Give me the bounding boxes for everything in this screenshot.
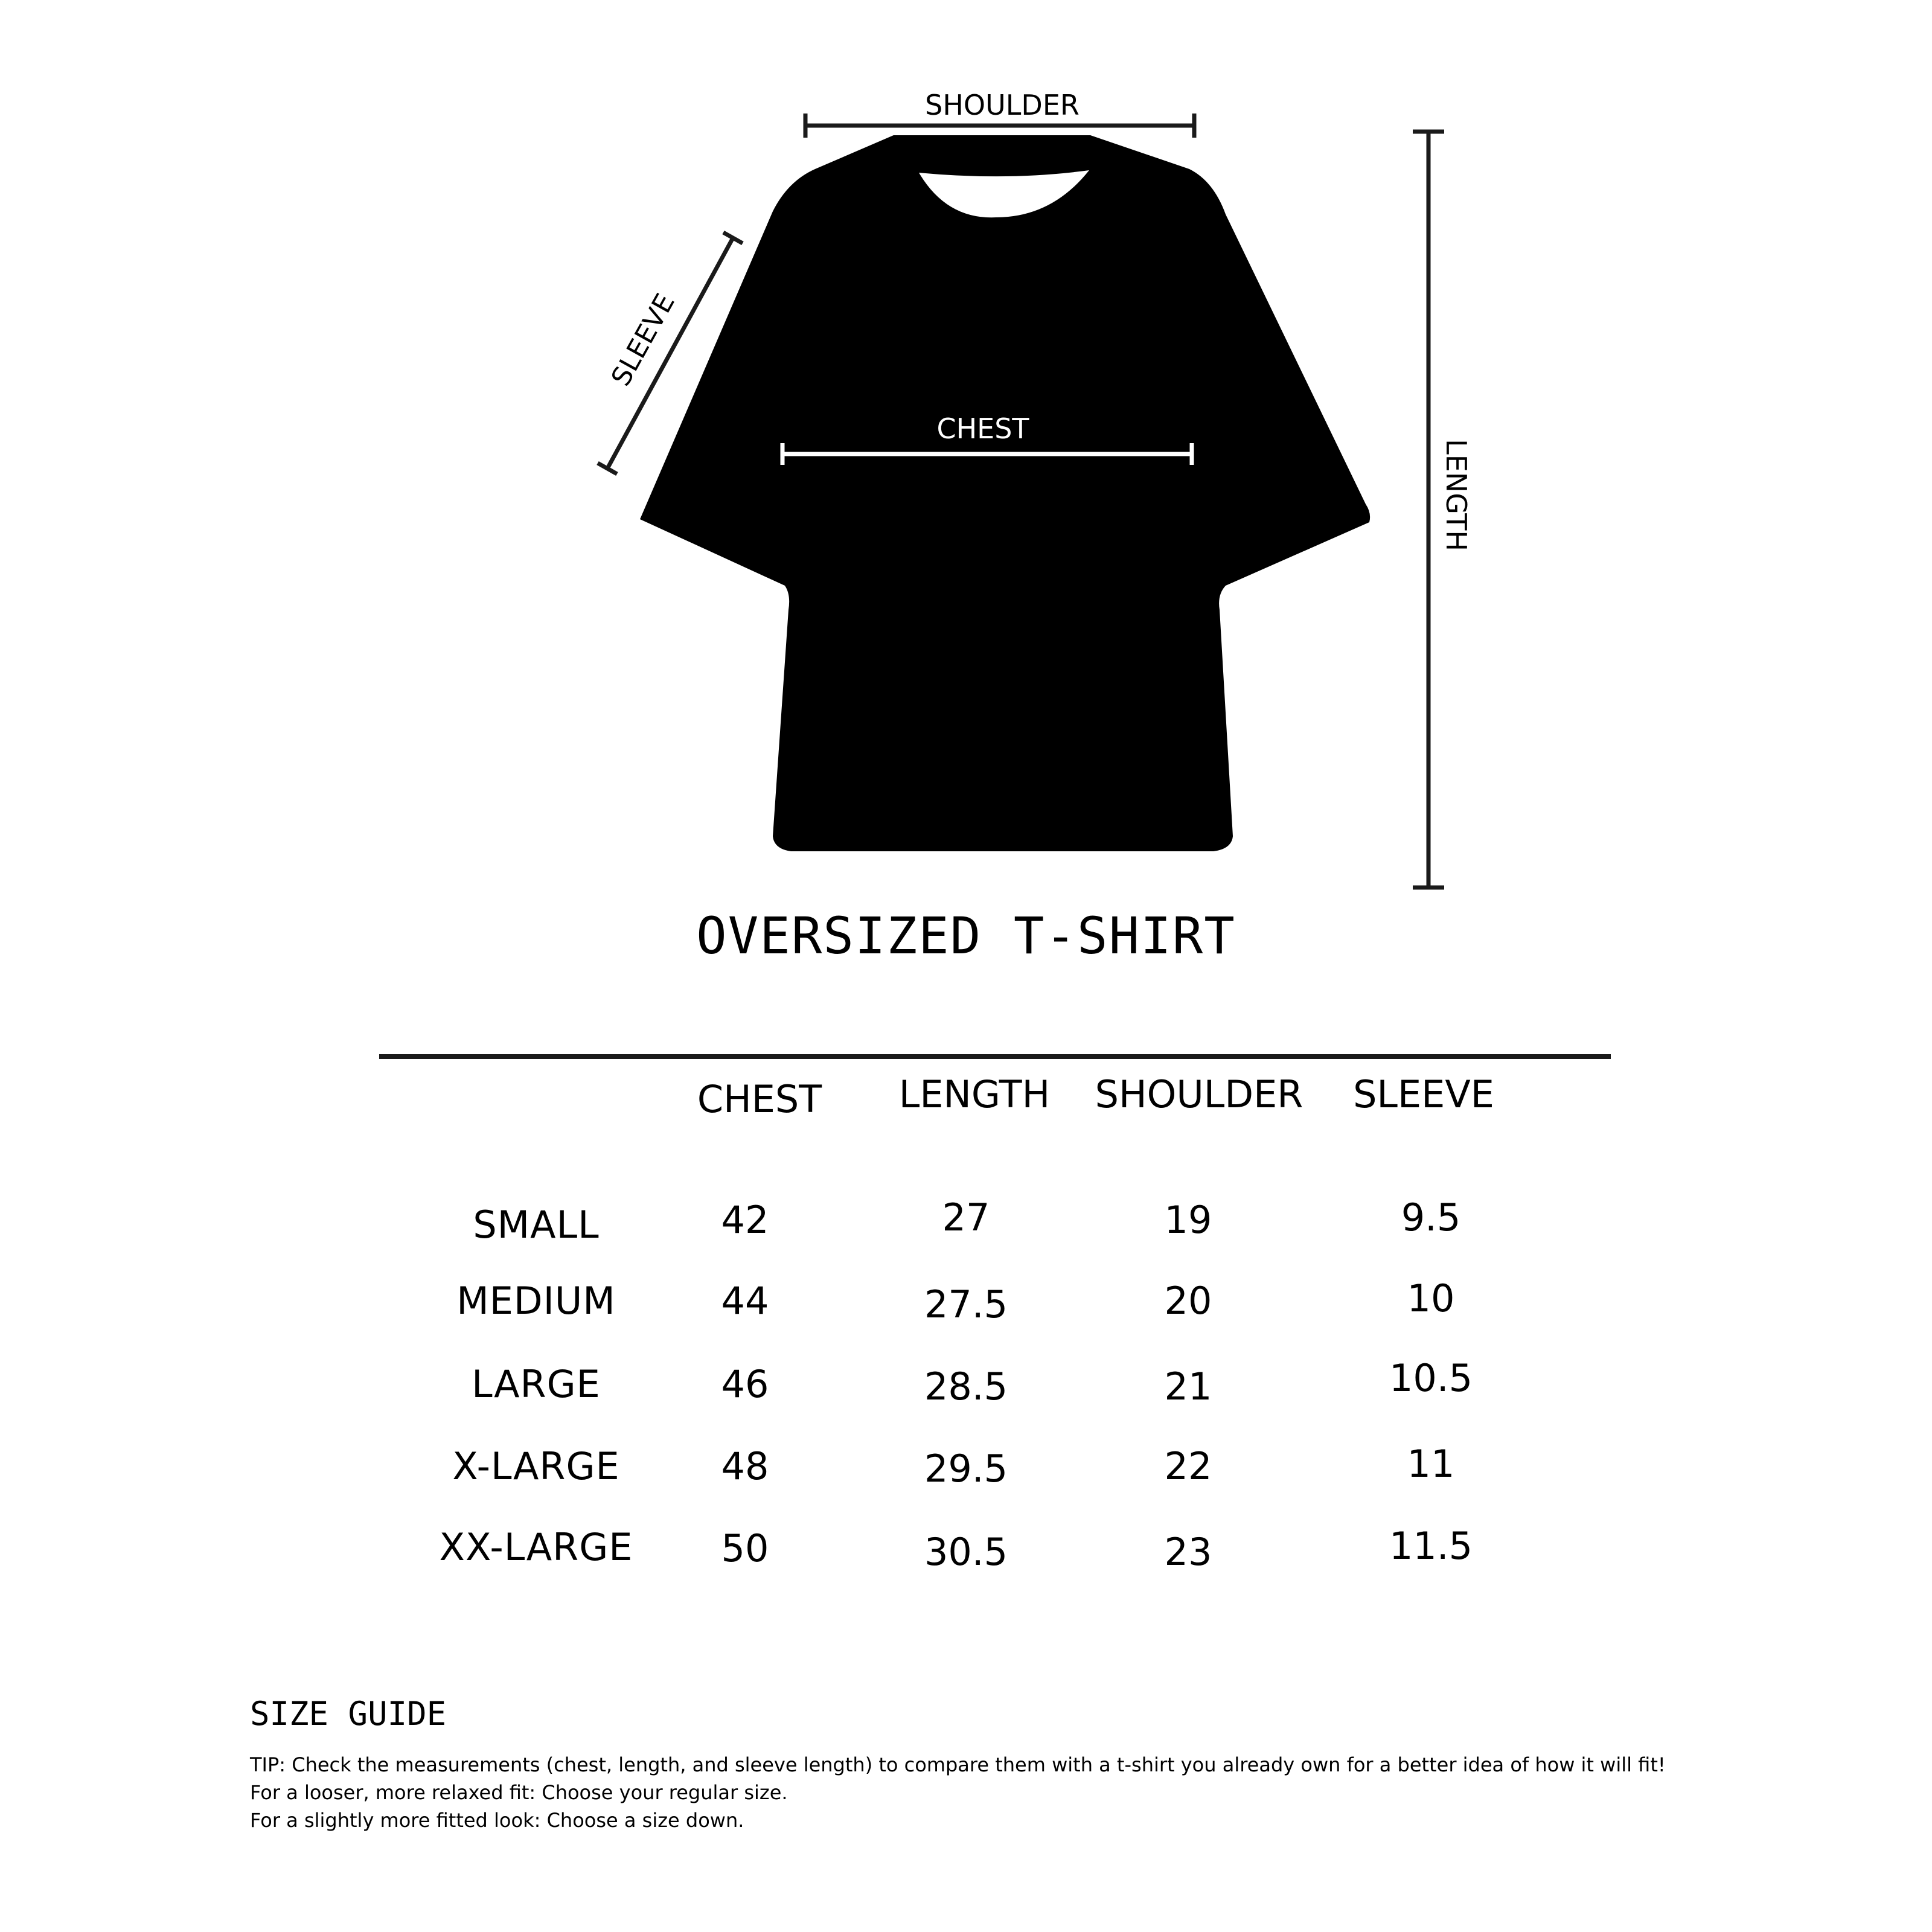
length-value: 29.5 [924, 1447, 1008, 1491]
sleeve-value: 11.5 [1389, 1524, 1473, 1568]
sleeve-value: 10.5 [1389, 1356, 1473, 1400]
length-measure-line [1413, 132, 1444, 888]
sleeve-value: 9.5 [1401, 1195, 1461, 1239]
header-length: LENGTH [898, 1072, 1051, 1116]
length-value: 28.5 [924, 1364, 1008, 1409]
chest-value: 44 [721, 1279, 769, 1323]
shoulder-value: 20 [1164, 1279, 1212, 1323]
sleeve-value: 10 [1407, 1276, 1455, 1320]
chest-label: CHEST [936, 412, 1029, 445]
looser-fit-tip: For a looser, more relaxed fit: Choose your regular size. [250, 1781, 788, 1804]
shoulder-value: 22 [1164, 1444, 1212, 1488]
chest-value: 42 [721, 1198, 769, 1242]
size-guide-tips [250, 1751, 1666, 1834]
chest-value: 50 [721, 1526, 769, 1570]
fitted-look-tip: For a slightly more fitted look: Choose a size down. [250, 1809, 744, 1832]
chest-value: 46 [721, 1362, 769, 1406]
size-guide-title: SIZE GUIDE [250, 1695, 447, 1733]
shoulder-value: 23 [1164, 1530, 1212, 1574]
header-sleeve: SLEEVE [1353, 1072, 1494, 1116]
size-name: SMALL [473, 1203, 600, 1247]
header-shoulder: SHOULDER [1095, 1072, 1303, 1116]
length-value: 27.5 [924, 1282, 1008, 1326]
shoulder-value: 19 [1164, 1198, 1212, 1242]
size-name: X-LARGE [452, 1444, 620, 1488]
length-value: 30.5 [924, 1530, 1008, 1574]
product-title: OVERSIZED T-SHIRT [696, 906, 1236, 965]
shoulder-label: SHOULDER [925, 89, 1080, 121]
header-chest: CHEST [697, 1077, 822, 1121]
sleeve-label: SLEEVE [605, 289, 681, 391]
sleeve-value: 11 [1407, 1442, 1455, 1486]
tshirt-illustration [640, 135, 1370, 851]
size-name: MEDIUM [456, 1279, 616, 1323]
size-name: XX-LARGE [439, 1525, 633, 1569]
chest-value: 48 [721, 1444, 769, 1488]
tip-text: TIP: Check the measurements (chest, length, and sleeve length) to compare them with a t-shirt you already own for a better idea of how it will fit! [250, 1753, 1666, 1776]
length-value: 27 [942, 1195, 990, 1239]
table-divider [379, 1054, 1611, 1059]
shoulder-value: 21 [1164, 1364, 1212, 1409]
length-label: LENGTH [1440, 439, 1473, 551]
size-name: LARGE [472, 1362, 601, 1406]
